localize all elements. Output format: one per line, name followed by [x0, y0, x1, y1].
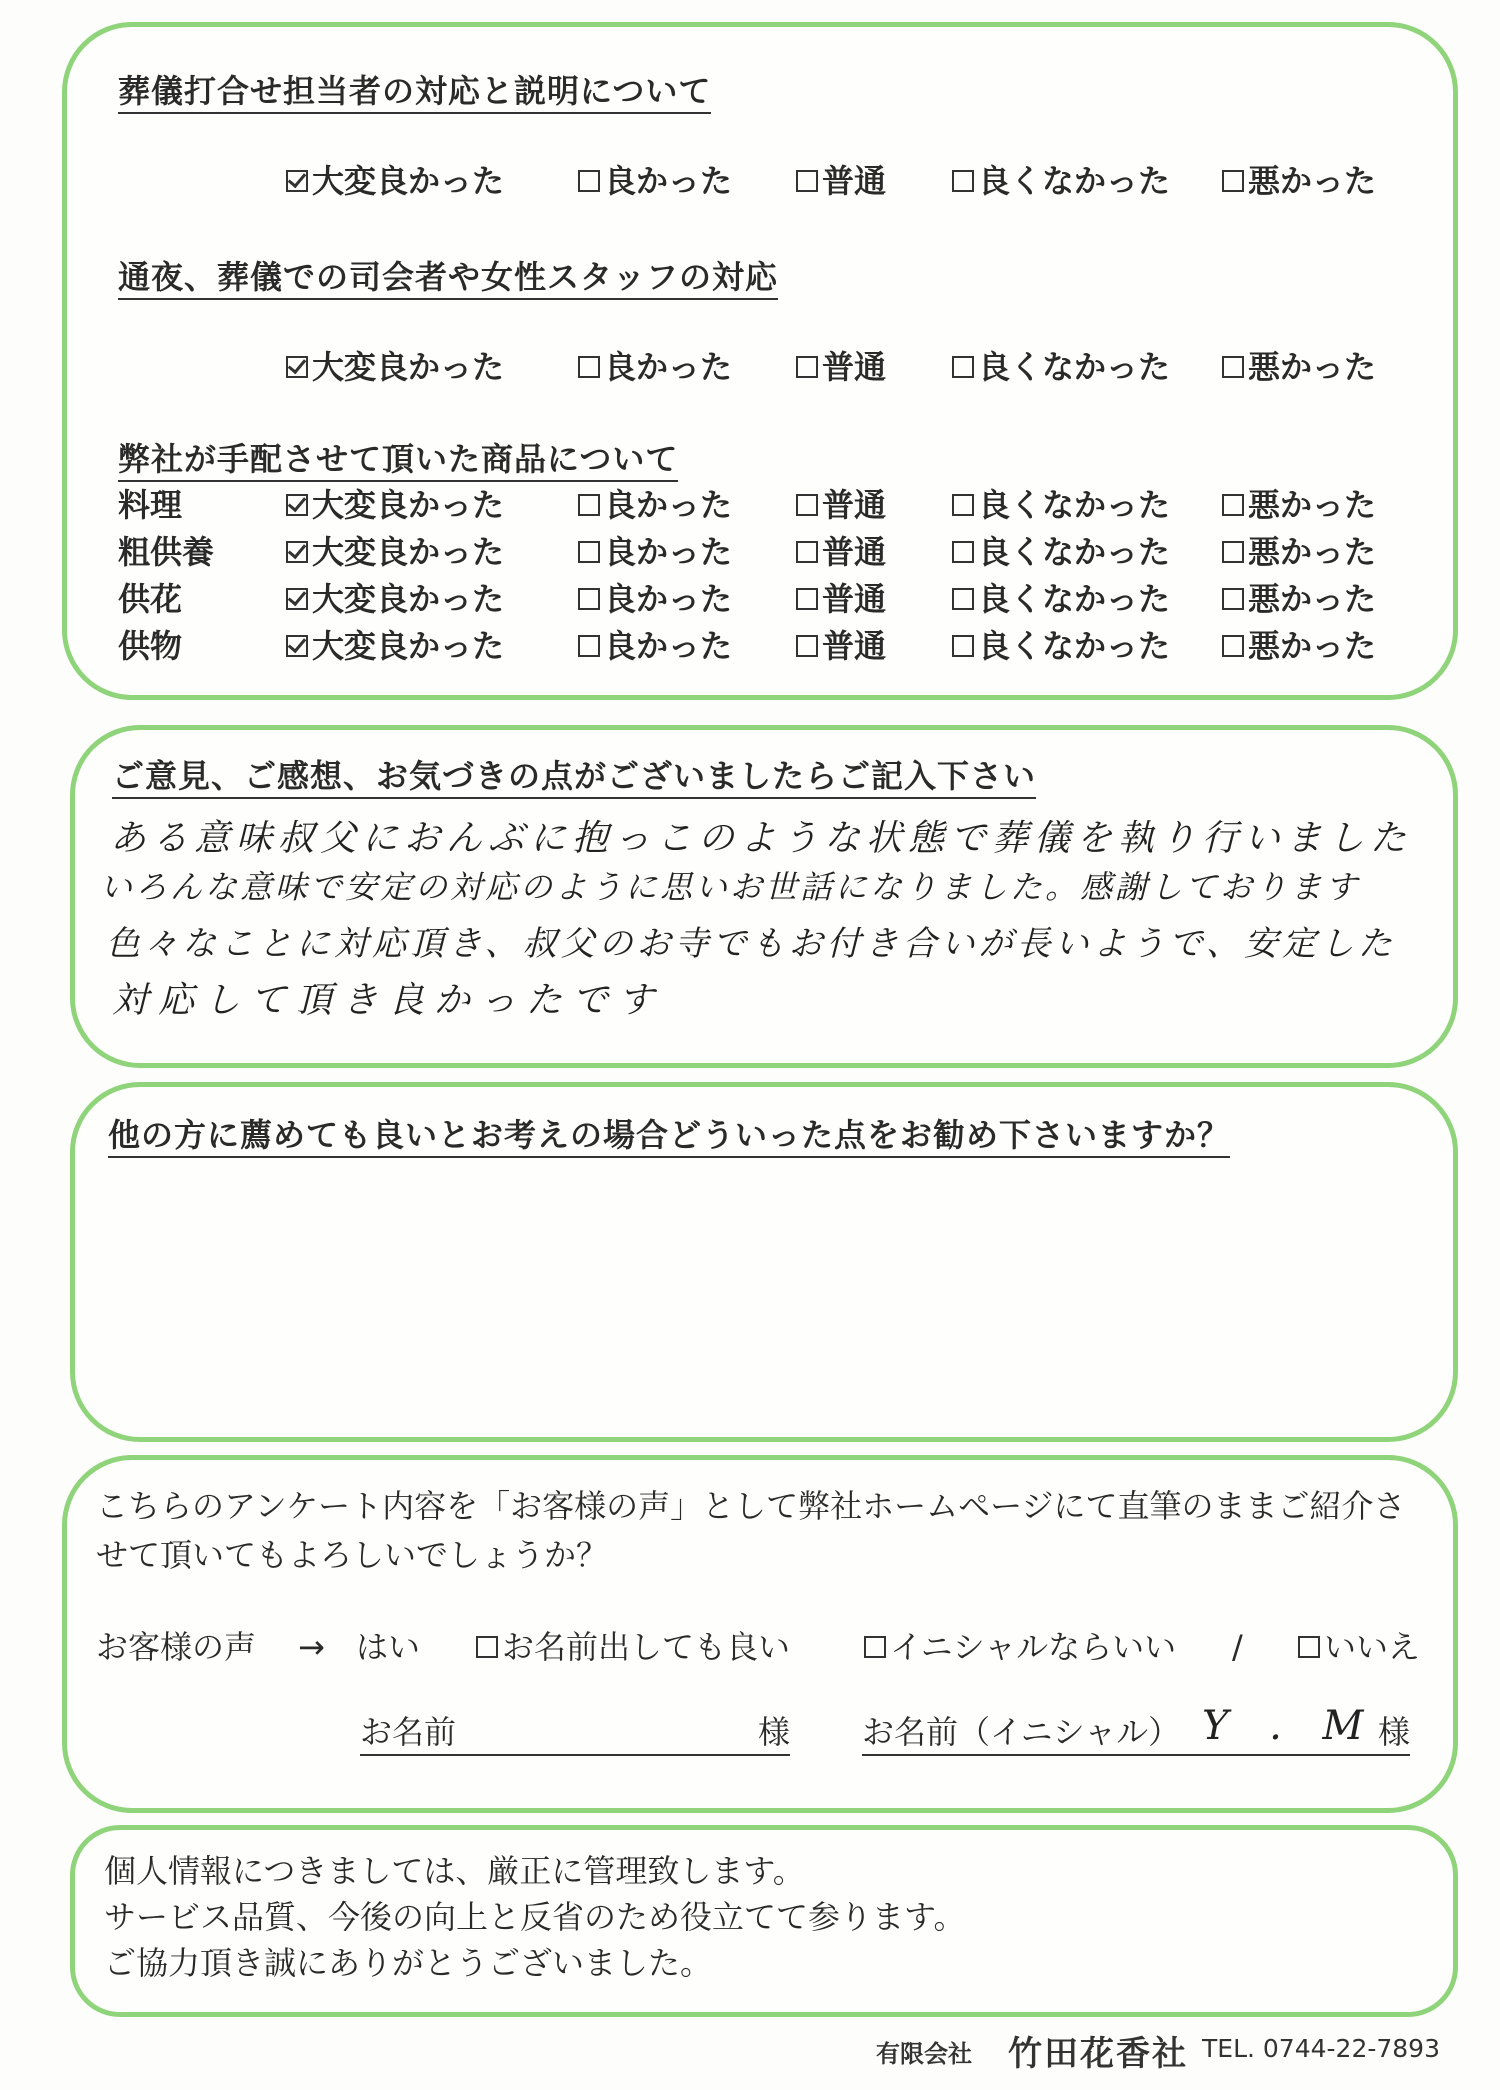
q3-row-4-label: 供物	[118, 627, 183, 665]
q1-heading: 葬儀打合せ担当者の対応と説明について	[118, 70, 711, 114]
checkbox-icon[interactable]	[578, 541, 600, 563]
option-label: 大変良かった	[312, 533, 505, 571]
checkbox-icon[interactable]	[952, 170, 974, 192]
q3-row-4-option-2[interactable]	[578, 626, 732, 666]
option-label: 悪かった	[1248, 627, 1377, 665]
q3-row-2-option-4[interactable]	[952, 532, 1170, 572]
q2-option-1[interactable]	[286, 347, 504, 387]
checkbox-icon[interactable]	[578, 635, 600, 657]
checkbox-icon[interactable]	[1222, 635, 1244, 657]
voice-label: お客様の声	[96, 1628, 257, 1666]
publish-question-line-1: こちらのアンケート内容を「お客様の声」として弊社ホームページにて直筆のままご紹介さ	[96, 1487, 1406, 1525]
checked-checkbox-icon[interactable]	[286, 541, 308, 563]
option-label: 良かった	[604, 533, 733, 571]
comment-line-4: 対応して頂き良かったです	[112, 980, 665, 1021]
q2-option-3[interactable]	[796, 347, 886, 387]
q3-row-3-option-2[interactable]	[578, 579, 732, 619]
option-label: 大変良かった	[312, 348, 505, 386]
comments-heading: ご意見、ご感想、お気づきの点がございましたらご記入下さい	[112, 755, 1036, 799]
option-label: 普通	[822, 162, 887, 200]
checkbox-icon[interactable]	[796, 356, 818, 378]
checkbox-icon[interactable]	[476, 1636, 498, 1658]
q3-row-2-option-5[interactable]	[1222, 532, 1376, 572]
option-label: 良くなかった	[978, 533, 1171, 571]
arrow-icon: →	[298, 1628, 325, 1666]
checkbox-icon[interactable]	[1222, 356, 1244, 378]
footer-company-type: 有限会社	[876, 2040, 972, 2068]
option-label: 悪かった	[1248, 486, 1377, 524]
checkbox-icon[interactable]	[578, 588, 600, 610]
q3-row-3-option-3[interactable]	[796, 579, 886, 619]
option-label: 悪かった	[1248, 162, 1377, 200]
q2-option-5[interactable]	[1222, 347, 1376, 387]
option-label: 良くなかった	[978, 627, 1171, 665]
q3-row-4-option-5[interactable]	[1222, 626, 1376, 666]
q2-option-2[interactable]	[578, 347, 732, 387]
comment-line-1: ある意味叔父におんぶに抱っこのような状態で葬儀を執り行いました	[110, 818, 1413, 859]
checked-checkbox-icon[interactable]	[286, 170, 308, 192]
checkbox-icon[interactable]	[796, 541, 818, 563]
q1-option-3[interactable]	[796, 161, 886, 201]
checkbox-icon[interactable]	[864, 1636, 886, 1658]
initial-value: Y . M	[1202, 1703, 1378, 1749]
option-label: 大変良かった	[312, 580, 505, 618]
option-label: 大変良かった	[312, 627, 505, 665]
checkbox-icon[interactable]	[578, 170, 600, 192]
q1-option-2[interactable]	[578, 161, 732, 201]
q1-option-1[interactable]	[286, 161, 504, 201]
checkbox-icon[interactable]	[952, 588, 974, 610]
checkbox-icon[interactable]	[952, 494, 974, 516]
checkbox-icon[interactable]	[796, 170, 818, 192]
q1-option-4[interactable]	[952, 161, 1170, 201]
checkbox-icon[interactable]	[1222, 494, 1244, 516]
q2-heading: 通夜、葬儀での司会者や女性スタッフの対応	[118, 256, 778, 300]
initial-suffix: 様	[1377, 1713, 1410, 1751]
q1-option-5[interactable]	[1222, 161, 1376, 201]
option-label: 良くなかった	[978, 162, 1171, 200]
checked-checkbox-icon[interactable]	[286, 494, 308, 516]
q3-row-1-option-5[interactable]	[1222, 485, 1376, 525]
no-label: いいえ	[1324, 1628, 1421, 1666]
checkbox-icon[interactable]	[952, 356, 974, 378]
checkbox-icon[interactable]	[1222, 541, 1244, 563]
checkbox-icon[interactable]	[578, 356, 600, 378]
q3-row-1-label: 料理	[118, 486, 183, 524]
q3-row-1-option-2[interactable]	[578, 485, 732, 525]
q3-row-4-option-3[interactable]	[796, 626, 886, 666]
checked-checkbox-icon[interactable]	[286, 635, 308, 657]
option-label: 良かった	[604, 627, 733, 665]
q3-heading: 弊社が手配させて頂いた商品について	[118, 438, 678, 482]
q3-row-3-option-5[interactable]	[1222, 579, 1376, 619]
option-label: 良くなかった	[978, 580, 1171, 618]
q3-row-2-option-2[interactable]	[578, 532, 732, 572]
option-label: 普通	[822, 533, 887, 571]
option-label: 大変良かった	[312, 486, 505, 524]
q3-row-2-option-1[interactable]	[286, 532, 504, 572]
option-label: 悪かった	[1248, 348, 1377, 386]
checkbox-icon[interactable]	[796, 635, 818, 657]
q3-row-2-label: 粗供養	[118, 533, 215, 571]
initial-field[interactable]	[862, 1703, 1410, 1756]
checkbox-icon[interactable]	[1222, 588, 1244, 610]
option-label: 良くなかった	[978, 348, 1171, 386]
name-ok-label: お名前出しても良い	[502, 1628, 791, 1666]
footer-company-name: 竹田花香社	[1008, 2034, 1188, 2074]
name-suffix: 様	[757, 1713, 790, 1751]
name-ok-option[interactable]	[476, 1624, 790, 1670]
q3-row-3-option-4[interactable]	[952, 579, 1170, 619]
q3-row-1-option-3[interactable]	[796, 485, 886, 525]
option-label: 悪かった	[1248, 580, 1377, 618]
q3-row-2-option-3[interactable]	[796, 532, 886, 572]
initial-label: イニシャルならいい	[890, 1628, 1177, 1666]
q2-option-4[interactable]	[952, 347, 1170, 387]
q3-row-3-label: 供花	[118, 580, 183, 618]
q3-row-4-option-1[interactable]	[286, 626, 504, 666]
option-label: 悪かった	[1248, 533, 1377, 571]
comment-line-3: 色々なことに対応頂き、叔父のお寺でもお付き合いが長いようで、安定した	[106, 924, 1396, 964]
option-label: 普通	[822, 486, 887, 524]
q3-row-1-option-4[interactable]	[952, 485, 1170, 525]
option-label: 大変良かった	[312, 162, 505, 200]
recommend-heading: 他の方に薦めても良いとお考えの場合どういった点をお勧め下さいますか？	[108, 1114, 1230, 1158]
q3-row-1-option-1[interactable]	[286, 485, 504, 525]
q3-row-4-option-4[interactable]	[952, 626, 1170, 666]
comment-line-2: いろんな意味で安定の対応のように思いお世話になりました。感謝しております	[100, 868, 1361, 906]
privacy-line-2: サービス品質、今後の向上と反省のため役立てて参ります。	[104, 1898, 966, 1936]
checkbox-icon[interactable]	[952, 635, 974, 657]
option-label: 普通	[822, 580, 887, 618]
checkbox-icon[interactable]	[952, 541, 974, 563]
privacy-line-3: ご協力頂き誠にありがとうございました。	[104, 1944, 713, 1982]
checkbox-icon[interactable]	[796, 494, 818, 516]
option-label: 普通	[822, 348, 887, 386]
checked-checkbox-icon[interactable]	[286, 356, 308, 378]
initial-option[interactable]	[864, 1624, 1176, 1670]
publish-question-line-2: せて頂いてもよろしいでしょうか？	[96, 1536, 609, 1574]
checked-checkbox-icon[interactable]	[286, 588, 308, 610]
no-option[interactable]	[1298, 1624, 1420, 1670]
name-label: お名前	[360, 1713, 457, 1751]
checkbox-icon[interactable]	[1222, 170, 1244, 192]
option-label: 良かった	[604, 348, 733, 386]
option-label: 良かった	[604, 580, 733, 618]
checkbox-icon[interactable]	[1298, 1636, 1320, 1658]
initial-field-label: お名前（イニシャル）	[862, 1713, 1181, 1751]
option-label: 良くなかった	[978, 486, 1171, 524]
q3-row-3-option-1[interactable]	[286, 579, 504, 619]
yes-label: はい	[356, 1628, 421, 1666]
checkbox-icon[interactable]	[796, 588, 818, 610]
checkbox-icon[interactable]	[578, 494, 600, 516]
footer-tel: TEL. 0744-22-7893	[1202, 2034, 1440, 2063]
option-label: 良かった	[604, 162, 733, 200]
option-label: 普通	[822, 627, 887, 665]
privacy-line-1: 個人情報につきましては、厳正に管理致します。	[104, 1852, 805, 1890]
name-field[interactable]	[360, 1710, 790, 1756]
option-label: 良かった	[604, 486, 733, 524]
slash-divider: /	[1232, 1628, 1243, 1666]
